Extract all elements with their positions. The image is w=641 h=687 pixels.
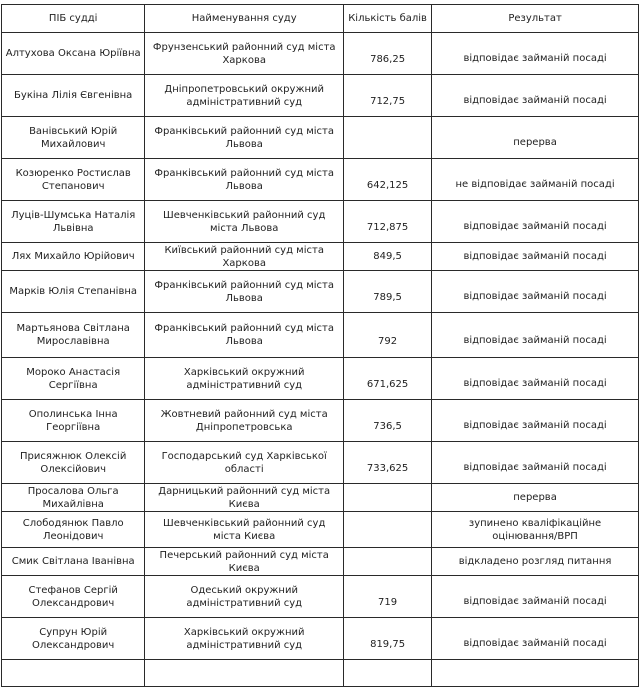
- result-value: відповідає займаній посаді: [463, 95, 607, 106]
- judge-name: Ополинська Інна Георгіївна: [2, 400, 145, 442]
- judge-name: Козюренко Ростислав Степанович: [2, 159, 145, 201]
- result-cell: [432, 660, 639, 687]
- court-name: Київський районний суд міста Харкова: [145, 243, 344, 271]
- result-cell: [432, 548, 639, 576]
- header-name: ПІБ судді: [2, 5, 145, 33]
- result-cell: [432, 618, 639, 660]
- table-row: [2, 243, 639, 271]
- judge-name: Алтухова Оксана Юріївна: [2, 33, 145, 75]
- result-cell: [432, 271, 639, 313]
- table-row: [2, 484, 639, 512]
- result-value: відповідає займаній посаді: [463, 420, 607, 431]
- score-value: 819,75: [370, 639, 406, 650]
- score-cell: [344, 243, 432, 271]
- table-row: [2, 271, 639, 313]
- table-row: [2, 576, 639, 618]
- score-value: 736,5: [373, 421, 402, 432]
- table-row: [2, 117, 639, 159]
- result-cell: [432, 313, 639, 358]
- court-name: Харківський окружний адміністративний суд: [145, 358, 344, 400]
- judges-evaluation-table: [1, 4, 639, 687]
- court-name: Фрунзенський районний суд міста Харкова: [145, 33, 344, 75]
- score-cell: [344, 159, 432, 201]
- table-row: [2, 442, 639, 484]
- score-cell: [344, 75, 432, 117]
- result-value: відповідає займаній посаді: [463, 596, 607, 607]
- court-name: Дніпропетровський окружний адміністративний суд: [145, 75, 344, 117]
- score-cell: [344, 512, 432, 548]
- judge-name: Мартьянова Світлана Мирославівна: [2, 313, 145, 358]
- judge-name: Мороко Анастасія Сергіївна: [2, 358, 145, 400]
- court-name: Одеський окружний адміністративний суд: [145, 576, 344, 618]
- score-value: 789,5: [373, 292, 402, 303]
- result-cell: [432, 484, 639, 512]
- result-cell: [432, 243, 639, 271]
- judge-name: Луців-Шумська Наталія Львівна: [2, 201, 145, 243]
- result-value: відповідає займаній посаді: [463, 221, 607, 232]
- court-name: Франківський районний суд міста Львова: [145, 159, 344, 201]
- result-cell: [432, 442, 639, 484]
- judge-name: Слободянюк Павло Леонідович: [2, 512, 145, 548]
- result-value: відповідає займаній посаді: [463, 53, 607, 64]
- score-cell: [344, 400, 432, 442]
- result-value: зупинено кваліфікаційне оцінювання/ВРП: [468, 517, 602, 542]
- score-cell: [344, 117, 432, 159]
- score-cell: [344, 484, 432, 512]
- table-row: [2, 75, 639, 117]
- court-name: Шевченківський районний суд міста Києва: [145, 512, 344, 548]
- score-cell: [344, 33, 432, 75]
- court-name: Господарський суд Харківської області: [145, 442, 344, 484]
- score-value: 712,75: [370, 96, 406, 107]
- court-name: Франківський районний суд міста Львова: [145, 271, 344, 313]
- judge-name: Смик Світлана Іванівна: [2, 548, 145, 576]
- judge-name: Марків Юлія Степанівна: [2, 271, 145, 313]
- result-value: відповідає займаній посаді: [463, 462, 607, 473]
- header-court: Найменування суду: [145, 5, 344, 33]
- judge-name: Ванівський Юрій Михайлович: [2, 117, 145, 159]
- result-value: відповідає займаній посаді: [463, 291, 607, 302]
- table-row: [2, 618, 639, 660]
- court-name: Шевченківський районний суд міста Львова: [145, 201, 344, 243]
- judge-name: Присяжнюк Олексій Олексійович: [2, 442, 145, 484]
- score-cell: [344, 442, 432, 484]
- score-cell: [344, 201, 432, 243]
- table-row: [2, 400, 639, 442]
- score-value: 733,625: [366, 463, 409, 474]
- judge-name: Супрун Юрій Олександрович: [2, 618, 145, 660]
- court-name: Франківський районний суд міста Львова: [145, 313, 344, 358]
- table-row: [2, 548, 639, 576]
- result-value: перерва: [513, 492, 557, 503]
- court-name: Печерський районний суд міста Києва: [145, 548, 344, 576]
- result-value: відповідає займаній посаді: [463, 638, 607, 649]
- judge-name: Лях Михайло Юрійович: [2, 243, 145, 271]
- result-value: відповідає займаній посаді: [463, 334, 607, 346]
- result-cell: [432, 75, 639, 117]
- result-cell: [432, 117, 639, 159]
- table-header-row: [2, 5, 639, 33]
- result-cell: [432, 576, 639, 618]
- score-cell: [344, 271, 432, 313]
- result-value: перерва: [513, 137, 557, 148]
- result-value: відкладено розгляд питання: [458, 556, 612, 567]
- score-cell: [344, 358, 432, 400]
- score-cell: [344, 660, 432, 687]
- result-value: відповідає займаній посаді: [463, 251, 607, 262]
- score-value: 786,25: [370, 54, 406, 65]
- header-score: Кількість балів: [344, 5, 432, 33]
- score-value: 642,125: [366, 180, 409, 191]
- table-row: [2, 512, 639, 548]
- table-row: [2, 33, 639, 75]
- judge-name: Стефанов Сергій Олександрович: [2, 576, 145, 618]
- score-cell: [344, 576, 432, 618]
- table-row: [2, 313, 639, 358]
- court-name: [145, 660, 344, 687]
- court-name: Дарницький районний суд міста Києва: [145, 484, 344, 512]
- judge-name: Просалова Ольга Михайлівна: [2, 484, 145, 512]
- result-cell: [432, 358, 639, 400]
- result-value: відповідає займаній посаді: [463, 378, 607, 389]
- court-name: Жовтневий районний суд міста Дніпропетровська: [145, 400, 344, 442]
- result-cell: [432, 201, 639, 243]
- score-value: 712,875: [366, 222, 409, 233]
- score-value: 792: [378, 335, 398, 347]
- result-cell: [432, 400, 639, 442]
- court-name: Франківський районний суд міста Львова: [145, 117, 344, 159]
- header-result: Результат: [432, 5, 639, 33]
- result-cell: [432, 33, 639, 75]
- judge-name: Букіна Лілія Євгенівна: [2, 75, 145, 117]
- table-row: [2, 358, 639, 400]
- judge-name: [2, 660, 145, 687]
- result-cell: [432, 512, 639, 548]
- result-cell: [432, 159, 639, 201]
- score-cell: [344, 548, 432, 576]
- result-value: не відповідає займаній посаді: [455, 179, 615, 190]
- score-value: 719: [378, 597, 398, 608]
- score-cell: [344, 313, 432, 358]
- table-row: [2, 159, 639, 201]
- table-row: [2, 201, 639, 243]
- table-row: [2, 660, 639, 687]
- score-value: 671,625: [366, 379, 409, 390]
- court-name: Харківський окружний адміністративний суд: [145, 618, 344, 660]
- score-value: 849,5: [373, 251, 402, 262]
- score-cell: [344, 618, 432, 660]
